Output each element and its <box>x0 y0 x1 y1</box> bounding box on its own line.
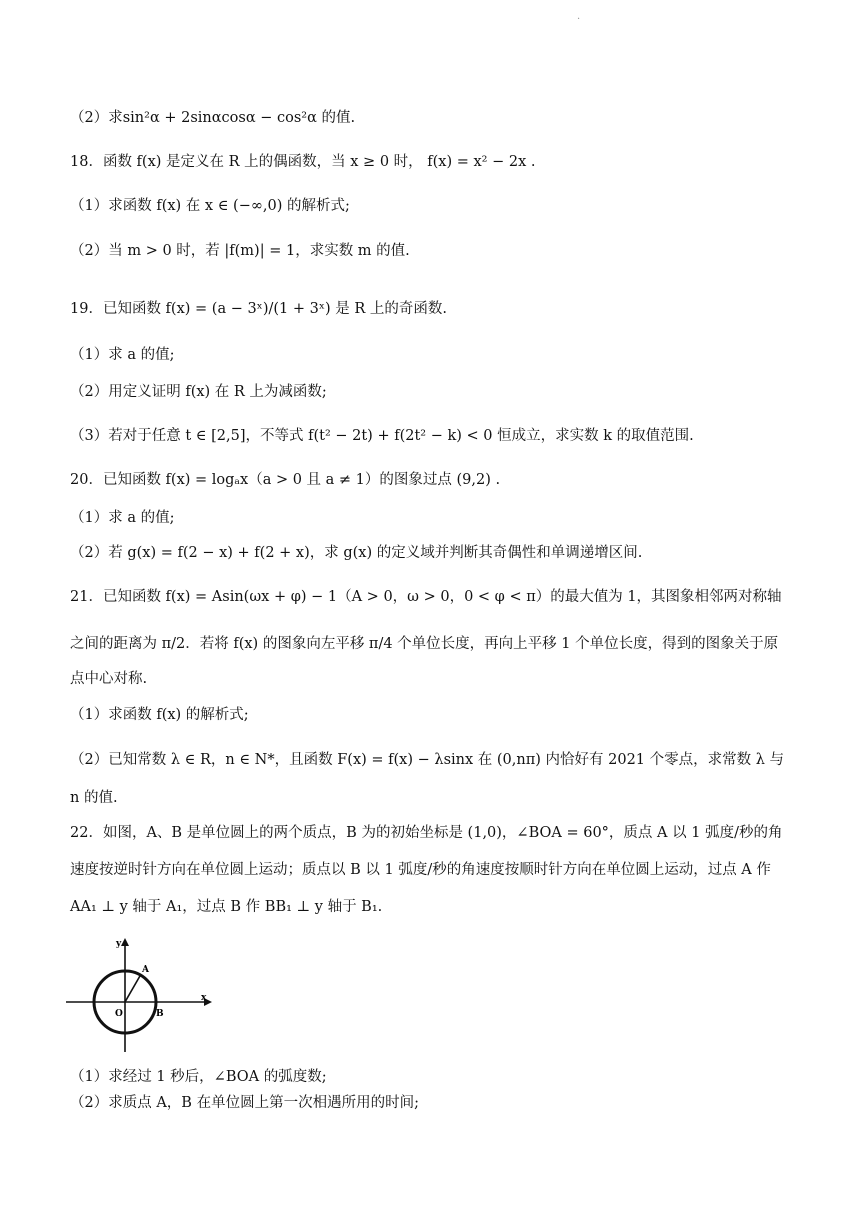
q21-part2: （2）已知常数 λ ∈ R，n ∈ N*，且函数 F(x) = f(x) − λsinx 在 (0,nπ) 内恰好有 2021 个零点，求常数 λ 与 <box>70 752 785 768</box>
point-a-label: A <box>142 965 149 975</box>
q21-stem: 21．已知函数 f(x) = Asin(ωx + φ) − 1（A > 0，ω > 0，0 < φ < π）的最大值为 1，其图象相邻两对称轴 <box>70 589 782 605</box>
q19-part3: （3）若对于任意 t ∈ [2,5]，不等式 f(t² − 2t) + f(2t² − k) < 0 恒成立，求实数 k 的取值范围. <box>70 428 694 444</box>
y-axis-arrow <box>121 938 129 946</box>
q22-part1: （1）求经过 1 秒后，∠BOA 的弧度数; <box>70 1069 327 1085</box>
q18-stem: 18．函数 f(x) 是定义在 R 上的偶函数，当 x ≥ 0 时， f(x) = x² − 2x . <box>70 154 536 170</box>
q19-part2: （2）用定义证明 f(x) 在 R 上为减函数; <box>70 384 327 400</box>
q21-part1: （1）求函数 f(x) 的解析式; <box>70 707 249 723</box>
q21-part2-end: n 的值. <box>70 790 118 806</box>
y-axis-label: y <box>116 939 122 949</box>
q22-part2: （2）求质点 A，B 在单位圆上第一次相遇所用的时间; <box>70 1095 419 1111</box>
x-axis-label: x <box>201 993 207 1003</box>
q17-part2: （2）求sin²α + 2sinαcosα − cos²α 的值. <box>70 110 356 126</box>
q21-stem-end: 点中心对称. <box>70 671 148 687</box>
q21-stem-cont: 之间的距离为 π/2．若将 f(x) 的图象向左平移 π/4 个单位长度，再向上平移 1 个单位长度，得到的图象关于原 <box>70 636 779 652</box>
origin-label: O <box>115 1009 123 1019</box>
q18-part1: （1）求函数 f(x) 在 x ∈ (−∞,0) 的解析式; <box>70 198 350 214</box>
point-b-label: B <box>156 1009 164 1019</box>
radius-oa <box>125 975 141 1002</box>
unit-circle-figure <box>66 934 216 1058</box>
q19-stem: 19．已知函数 f(x) = (a − 3ˣ)/(1 + 3ˣ) 是 R 上的奇函数. <box>70 301 447 317</box>
q22-stem-end: AA₁ ⊥ y 轴于 A₁，过点 B 作 BB₁ ⊥ y 轴于 B₁. <box>70 899 383 915</box>
q20-stem: 20．已知函数 f(x) = logₐx（a > 0 且 a ≠ 1）的图象过点 (9,2) . <box>70 472 501 488</box>
q18-part2: （2）当 m > 0 时，若 |f(m)| = 1，求实数 m 的值. <box>70 243 410 259</box>
q22-stem: 22．如图，A、B 是单位圆上的两个质点，B 为的初始坐标是 (1,0)，∠BOA = 60°，质点 A 以 1 弧度/秒的角 <box>70 825 783 841</box>
q20-part2: （2）若 g(x) = f(2 − x) + f(2 + x)，求 g(x) 的定义域并判断其奇偶性和单调递增区间. <box>70 545 643 561</box>
header-mark: · <box>577 14 581 25</box>
q19-part1: （1）求 a 的值; <box>70 347 175 363</box>
q20-part1: （1）求 a 的值; <box>70 510 175 526</box>
q22-stem-cont: 速度按逆时针方向在单位圆上运动；质点以 B 以 1 弧度/秒的角速度按顺时针方向在单位圆上运动，过点 A 作 <box>70 862 771 878</box>
